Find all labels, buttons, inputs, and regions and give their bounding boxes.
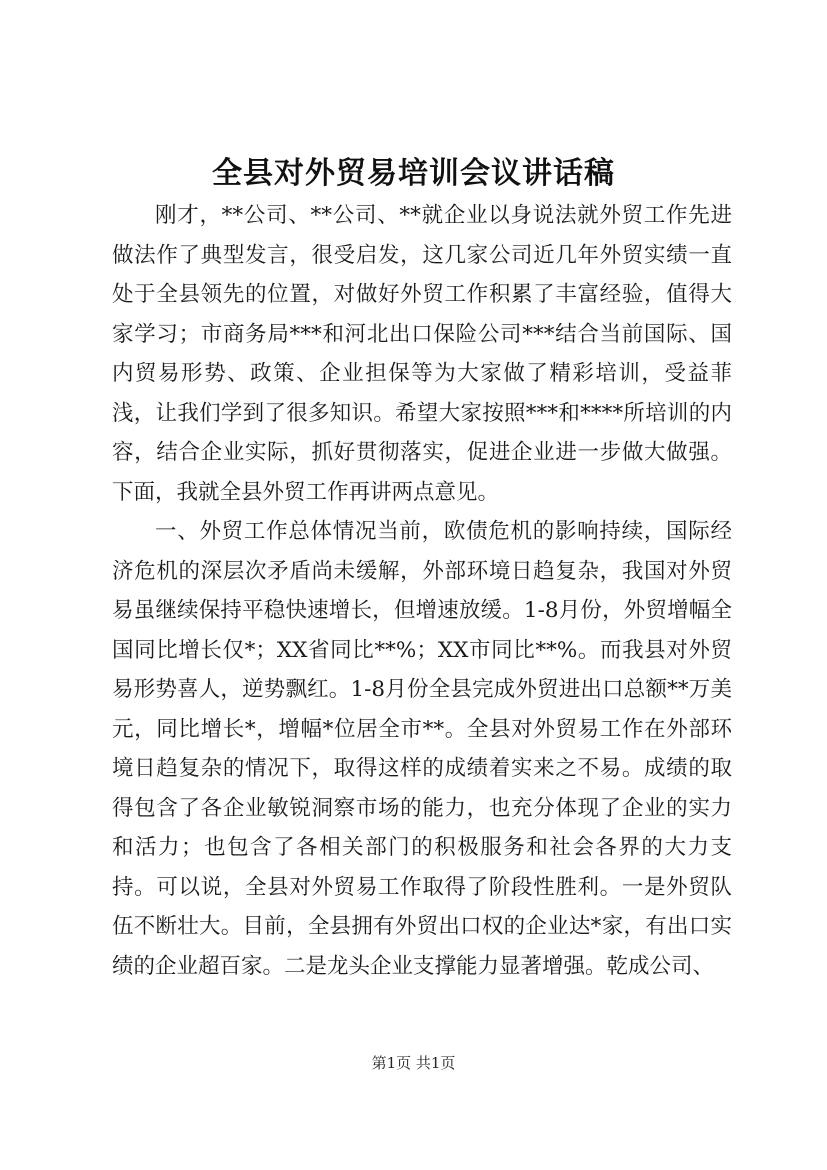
document-body	[112, 196, 732, 986]
document-title: 全县对外贸易培训会议讲话稿	[212, 156, 615, 191]
paragraph: 刚才，**公司、**公司、**就企业以身说法就外贸工作先进做法作了典型发言，很受启发，这几家公司近几年外贸实绩一直处于全县领先的位置，对做好外贸工作积累了丰富经验，值得大家学习；市商务局***和河北出口保险公司***结合当前国际、国内贸易形势、政策、企业担保等为大家做了精彩培训，受益菲浅，让我们学到了很多知识。希望大家按照***和****所培训的内容，结合企业实际，抓好贯彻落实，促进企业进一步做大做强。下面，我就全县外贸工作再讲两点意见。	[112, 203, 732, 505]
paragraph: 一、外贸工作总体情况当前，欧债危机的影响持续，国际经济危机的深层次矛盾尚未缓解，外部环境日趋复杂，我国对外贸易虽继续保持平稳快速增长，但增速放缓。1-8月份，外贸增幅全国同比增长仅*；XX省同比**%；XX市同比**%。而我县对外贸易形势喜人，逆势飘红。1-8月份全县完成外贸进出口总额**万美元，同比增长*，增幅*位居全市**。全县对外贸易工作在外部环境日趋复杂的情况下，取得这样的成绩着实来之不易。成绩的取得包含了各企业敏锐洞察市场的能力，也充分体现了企业的实力和活力；也包含了各相关部门的积极服务和社会各界的大力支持。可以说，全县对外贸易工作取得了阶段性胜利。一是外贸队伍不断壮大。目前，全县拥有外贸出口权的企业达*家，有出口实绩的企业超百家。二是龙头企业支撑能力显著增强。乾成公司、	[112, 519, 732, 979]
page-footer: 第1页 共1页	[371, 1054, 456, 1072]
